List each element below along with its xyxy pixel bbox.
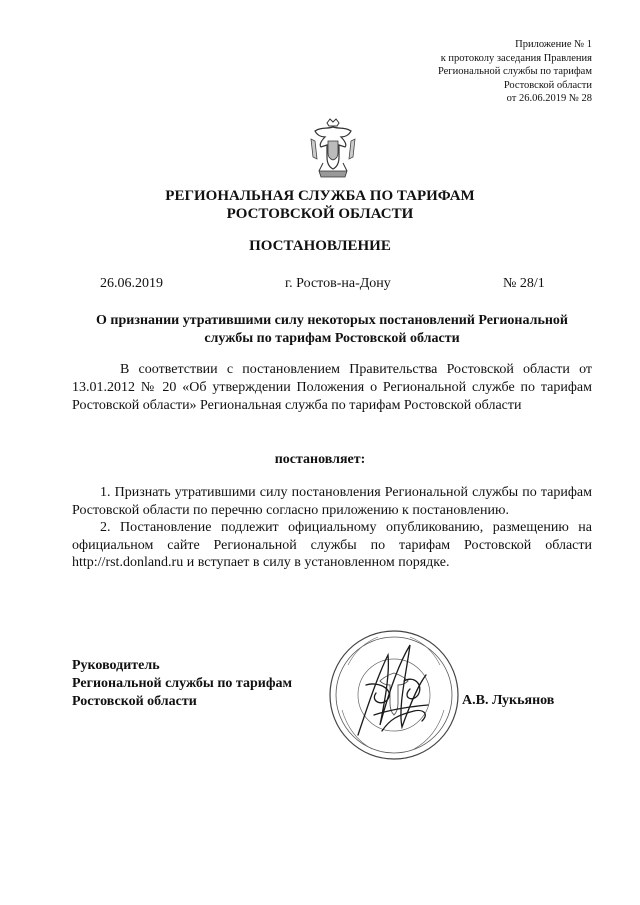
subject-line: О признании утратившими силу некоторых постановлений Региональной [96,313,568,328]
document-number: № 28/1 [503,276,545,291]
organization-title-line: РОСТОВСКОЙ ОБЛАСТИ [226,206,414,222]
resolution-point: 1. Признать утратившими силу постановления Региональной службы по тарифам Ростовской области по перечню согласно приложению к постановлению. [72,485,592,518]
document-meta [0,276,640,294]
resolves-heading: постановляет: [274,452,366,467]
appendix-line: Приложение № 1 [515,39,592,50]
preamble-paragraph: В соответствии с постановлением Правительства Ростовской области от 13.01.2012 № 20 «Об утверждении Положения о Региональной службе по тарифам Ростовской области» Региональная служба по тарифам Ростовской области [72,362,592,413]
handwritten-signature-icon [358,645,428,735]
signer-position-line: Руководитель [72,658,160,673]
resolution-point: 2. Постановление подлежит официальному опубликованию, размещению на официальном сайте Региональной службы по тарифам Ростовской области http://rst.donland.ru и вступает в силу в установленном порядке. [72,520,592,570]
organization-title-line: РЕГИОНАЛЬНАЯ СЛУЖБА ПО ТАРИФАМ [165,188,475,204]
official-seal-icon [318,615,468,770]
document-date: 26.06.2019 [100,276,163,291]
organization-title [0,187,640,223]
document-city: г. Ростов-на-Дону [285,276,391,291]
appendix-line: к протоколу заседания Правления [440,52,592,64]
document-subject [72,312,592,348]
signer-position-line: Региональной службы по тарифам [72,676,293,691]
signer-position-line: Ростовской области [72,694,197,709]
appendix-line: от 26.06.2019 № 28 [506,93,592,104]
signer-name: А.В. Лукьянов [462,693,555,708]
appendix-line: Ростовской области [503,79,592,91]
document-kind: ПОСТАНОВЛЕНИЕ [249,238,391,254]
signer-position [72,657,292,711]
coat-of-arms-icon [301,117,365,181]
subject-line: службы по тарифам Ростовской области [204,331,460,346]
appendix-line: Региональной службы по тарифам [437,66,592,77]
resolution-points [72,484,592,572]
appendix-note [372,38,592,106]
